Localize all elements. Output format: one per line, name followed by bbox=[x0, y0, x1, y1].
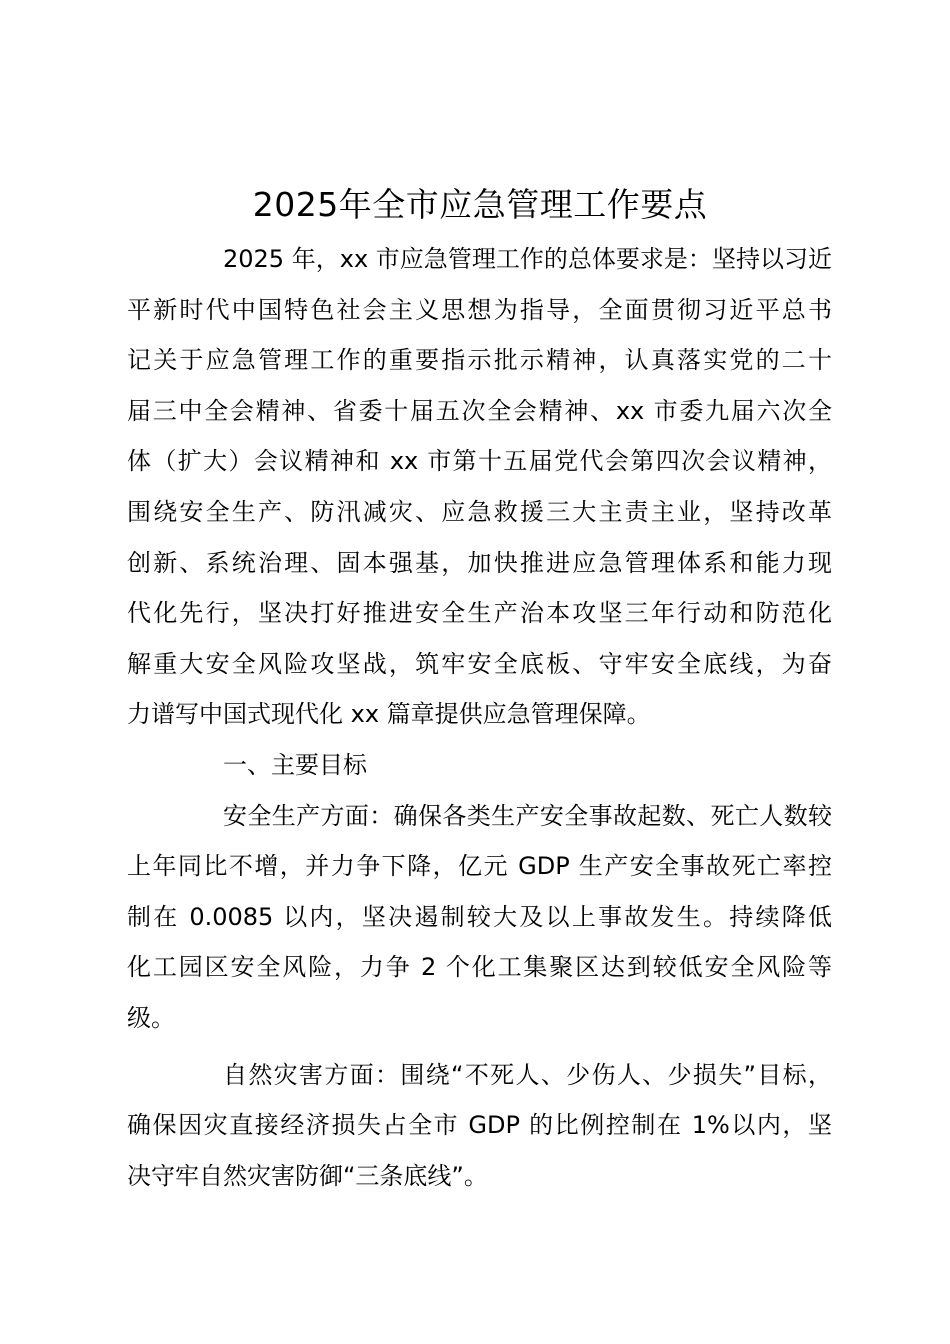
natural-disaster-paragraph bbox=[127, 1050, 832, 1202]
text-line: 上年同比不增，并力争下降，亿元 GDP 生产安全事故死亡率控 bbox=[127, 852, 832, 881]
text-line: 力谱写中国式现代化 xx 篇章提供应急管理保障。 bbox=[127, 700, 651, 729]
text-line: 决守牢自然灾害防御“三条底线”。 bbox=[127, 1161, 488, 1190]
text-line: 届三中全会精神、省委十届五次全会精神、xx 市委九届六次全 bbox=[127, 396, 832, 425]
text-line: 平新时代中国特色社会主义思想为指导，全面贯彻习近平总书 bbox=[127, 295, 832, 324]
text-line: 代化先行，坚决打好推进安全生产治本攻坚三年行动和防范化 bbox=[127, 599, 832, 628]
intro-paragraph bbox=[127, 234, 832, 740]
text-line: 自然灾害方面：围绕“不死人、少伤人、少损失”目标， bbox=[223, 1060, 832, 1089]
document-body bbox=[127, 234, 832, 1201]
text-line: 体（扩大）会议精神和 xx 市第十五届党代会第四次会议精神， bbox=[127, 447, 832, 476]
safety-production-paragraph bbox=[127, 791, 832, 1044]
text-line: 制在 0.0085 以内，坚决遏制较大及以上事故发生。持续降低 bbox=[127, 902, 832, 931]
text-line: 2025 年，xx 市应急管理工作的总体要求是：坚持以习近 bbox=[223, 245, 832, 273]
text-line: 级。 bbox=[127, 1003, 175, 1032]
text-line: 围绕安全生产、防汛减灾、应急救援三大主责主业，坚持改革 bbox=[127, 497, 832, 526]
text-line: 安全生产方面：确保各类生产安全事故起数、死亡人数较 bbox=[223, 801, 832, 830]
text-line: 化工园区安全风险，力争 2 个化工集聚区达到较低安全风险等 bbox=[127, 953, 832, 982]
section-heading-text: 一、主要目标 bbox=[223, 750, 367, 779]
document-title: 2025年全市应急管理工作要点 bbox=[252, 185, 708, 224]
text-line: 创新、系统治理、固本强基，加快推进应急管理体系和能力现 bbox=[127, 548, 832, 577]
text-line: 记关于应急管理工作的重要指示批示精神，认真落实党的二十 bbox=[127, 346, 832, 375]
text-line: 确保因灾直接经济损失占全市 GDP 的比例控制在 1%以内，坚 bbox=[127, 1111, 832, 1140]
section-heading bbox=[127, 740, 832, 791]
text-line: 解重大安全风险攻坚战，筑牢安全底板、守牢安全底线，为奋 bbox=[127, 649, 832, 678]
